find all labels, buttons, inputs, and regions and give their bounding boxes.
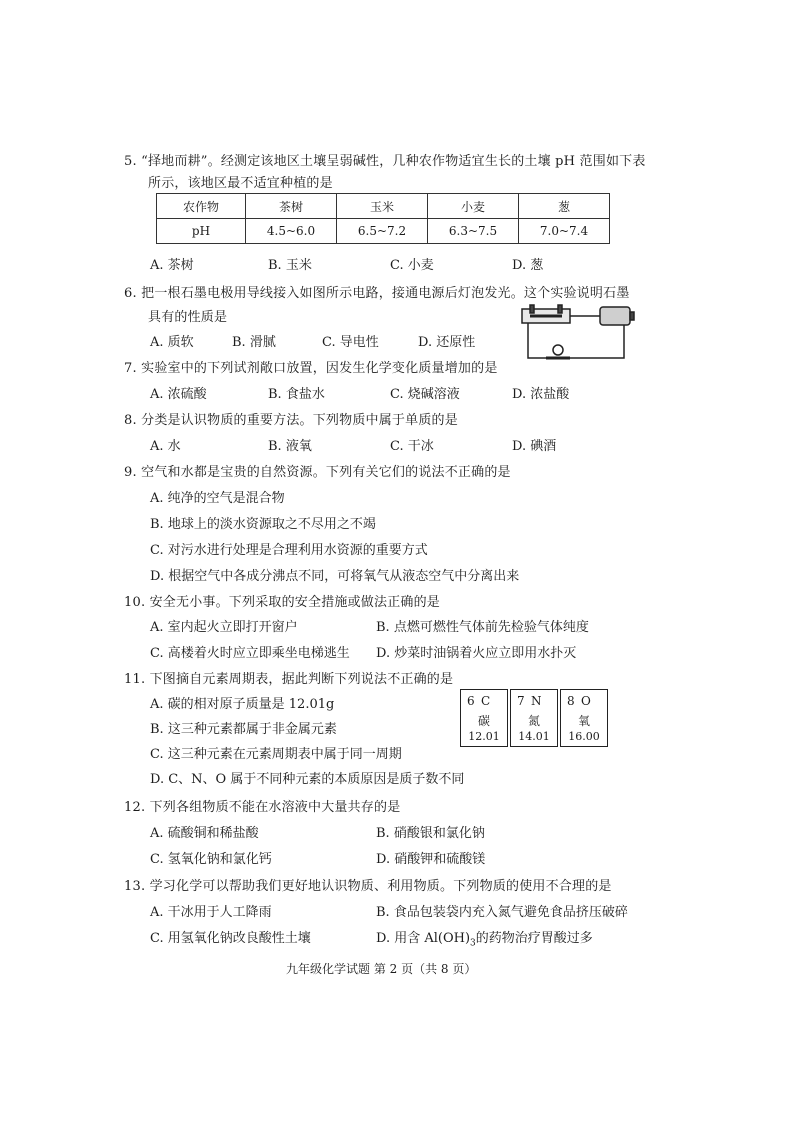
element-symbol: O bbox=[581, 694, 591, 708]
page-footer: 九年级化学试题 第 2 页（共 8 页） bbox=[286, 962, 477, 976]
q9-option-a: A. 纯净的空气是混合物 bbox=[150, 491, 285, 506]
ph-table-value: 4.5~6.0 bbox=[246, 219, 337, 244]
q13-option-c: C. 用氢氧化钠改良酸性土壤 bbox=[150, 931, 311, 946]
q7-option-b: B. 食盐水 bbox=[268, 387, 325, 402]
element-box-oxygen bbox=[560, 689, 608, 747]
ph-table-value: 7.0~7.4 bbox=[519, 219, 610, 244]
circuit-diagram bbox=[518, 296, 642, 370]
element-name: 碳 bbox=[477, 714, 490, 728]
element-atomic-number: 6 bbox=[467, 694, 475, 708]
q10-option-c: C. 高楼着火时应立即乘坐电梯逃生 bbox=[150, 646, 350, 661]
element-name: 氮 bbox=[527, 714, 540, 728]
q13-stem: 13. 学习化学可以帮助我们更好地认识物质、利用物质。下列物质的使用不合理的是 bbox=[124, 879, 612, 894]
q8-option-c: C. 干冰 bbox=[390, 439, 434, 454]
element-box-nitrogen bbox=[510, 689, 558, 747]
q5-option-c: C. 小麦 bbox=[390, 258, 434, 273]
ph-table-row-ph bbox=[157, 219, 610, 244]
q6-option-c: C. 导电性 bbox=[322, 335, 379, 350]
ph-table-value: 6.5~7.2 bbox=[337, 219, 428, 244]
q10-option-a: A. 室内起火立即打开窗户 bbox=[150, 620, 298, 635]
q6-stem-line2: 具有的性质是 bbox=[148, 310, 228, 325]
q6-stem-line1: 6. 把一根石墨电极用导线接入如图所示电路，接通电源后灯泡发光。这个实验说明石墨 bbox=[124, 286, 630, 301]
q8-option-a: A. 水 bbox=[150, 439, 181, 454]
q13-option-d-pre: D. 用含 Al(OH) bbox=[376, 931, 471, 946]
q10-option-d: D. 炒菜时油锅着火应立即用水扑灭 bbox=[376, 646, 577, 661]
q5-option-d: D. 葱 bbox=[512, 258, 544, 273]
q8-stem: 8. 分类是认识物质的重要方法。下列物质中属于单质的是 bbox=[124, 413, 458, 428]
q9-option-d: D. 根据空气中各成分沸点不同，可将氧气从液态空气中分离出来 bbox=[150, 569, 520, 584]
q7-option-c: C. 烧碱溶液 bbox=[390, 387, 460, 402]
q10-stem: 10. 安全无小事。下列采取的安全措施或做法正确的是 bbox=[124, 595, 441, 610]
ph-table-header-ph: pH bbox=[157, 219, 246, 244]
q10-option-b: B. 点燃可燃性气体前先检验气体纯度 bbox=[376, 620, 589, 635]
q12-option-a: A. 硫酸铜和稀盐酸 bbox=[150, 826, 259, 841]
q11-option-d: D. C、N、O 属于不同种元素的本质原因是质子数不同 bbox=[150, 772, 465, 787]
q9-option-c: C. 对污水进行处理是合理利用水资源的重要方式 bbox=[150, 543, 428, 558]
q6-option-b: B. 滑腻 bbox=[232, 335, 276, 350]
q7-option-d: D. 浓盐酸 bbox=[512, 387, 570, 402]
element-mass: 16.00 bbox=[568, 730, 600, 743]
q8-option-d: D. 碘酒 bbox=[512, 439, 557, 454]
q13-option-d bbox=[376, 927, 593, 949]
q11-stem: 11. 下图摘自元素周期表，据此判断下列说法不正确的是 bbox=[124, 672, 454, 687]
q13-option-d-subscript: 3 bbox=[470, 938, 476, 949]
ph-table-header-crop: 农作物 bbox=[157, 194, 246, 219]
q12-option-d: D. 硝酸钾和硫酸镁 bbox=[376, 852, 486, 867]
q11-option-a: A. 碳的相对原子质量是 12.01g bbox=[150, 697, 335, 712]
q13-option-d-post: 的药物治疗胃酸过多 bbox=[475, 931, 593, 946]
q13-option-b: B. 食品包装袋内充入氮气避免食品挤压破碎 bbox=[376, 905, 628, 920]
q6-option-d: D. 还原性 bbox=[418, 335, 476, 350]
q5-stem-line1: 5. “择地而耕”。经测定该地区土壤呈弱碱性，几种农作物适宜生长的土壤 pH 范围如下表 bbox=[124, 154, 646, 169]
element-atomic-number: 8 bbox=[567, 694, 575, 708]
ph-table-crop: 茶树 bbox=[246, 194, 337, 219]
q11-option-c: C. 这三种元素在元素周期表中属于同一周期 bbox=[150, 747, 402, 762]
q7-option-a: A. 浓硫酸 bbox=[150, 387, 207, 402]
ph-table-crop: 玉米 bbox=[337, 194, 428, 219]
q5-option-a: A. 茶树 bbox=[150, 258, 194, 273]
q12-option-c: C. 氢氧化钠和氯化钙 bbox=[150, 852, 272, 867]
q6-option-a: A. 质软 bbox=[150, 335, 194, 350]
element-symbol: N bbox=[531, 694, 542, 708]
q12-stem: 12. 下列各组物质不能在水溶液中大量共存的是 bbox=[124, 800, 401, 815]
ph-table-crop: 葱 bbox=[519, 194, 610, 219]
ph-table bbox=[156, 193, 610, 244]
bulb bbox=[553, 345, 563, 355]
element-name: 氧 bbox=[577, 714, 590, 728]
q9-stem: 9. 空气和水都是宝贵的自然资源。下列有关它们的说法不正确的是 bbox=[124, 465, 511, 480]
ph-table-value: 6.3~7.5 bbox=[428, 219, 519, 244]
q5-option-b: B. 玉米 bbox=[268, 258, 312, 273]
battery bbox=[600, 307, 630, 325]
q8-option-b: B. 液氧 bbox=[268, 439, 312, 454]
q5-stem-line2: 所示，该地区最不适宜种植的是 bbox=[148, 176, 333, 191]
element-mass: 14.01 bbox=[518, 730, 550, 743]
element-mass: 12.01 bbox=[468, 730, 500, 743]
q9-option-b: B. 地球上的淡水资源取之不尽用之不竭 bbox=[150, 517, 376, 532]
ph-table-crop: 小麦 bbox=[428, 194, 519, 219]
element-atomic-number: 7 bbox=[517, 694, 525, 708]
ph-table-row-crops bbox=[157, 194, 610, 219]
q12-option-b: B. 硝酸银和氯化钠 bbox=[376, 826, 485, 841]
element-symbol: C bbox=[481, 694, 491, 708]
q13-option-a: A. 干冰用于人工降雨 bbox=[150, 905, 272, 920]
q11-option-b: B. 这三种元素都属于非金属元素 bbox=[150, 722, 337, 737]
q7-stem: 7. 实验室中的下列试剂敞口放置，因发生化学变化质量增加的是 bbox=[124, 361, 498, 376]
element-box-carbon bbox=[460, 689, 508, 747]
